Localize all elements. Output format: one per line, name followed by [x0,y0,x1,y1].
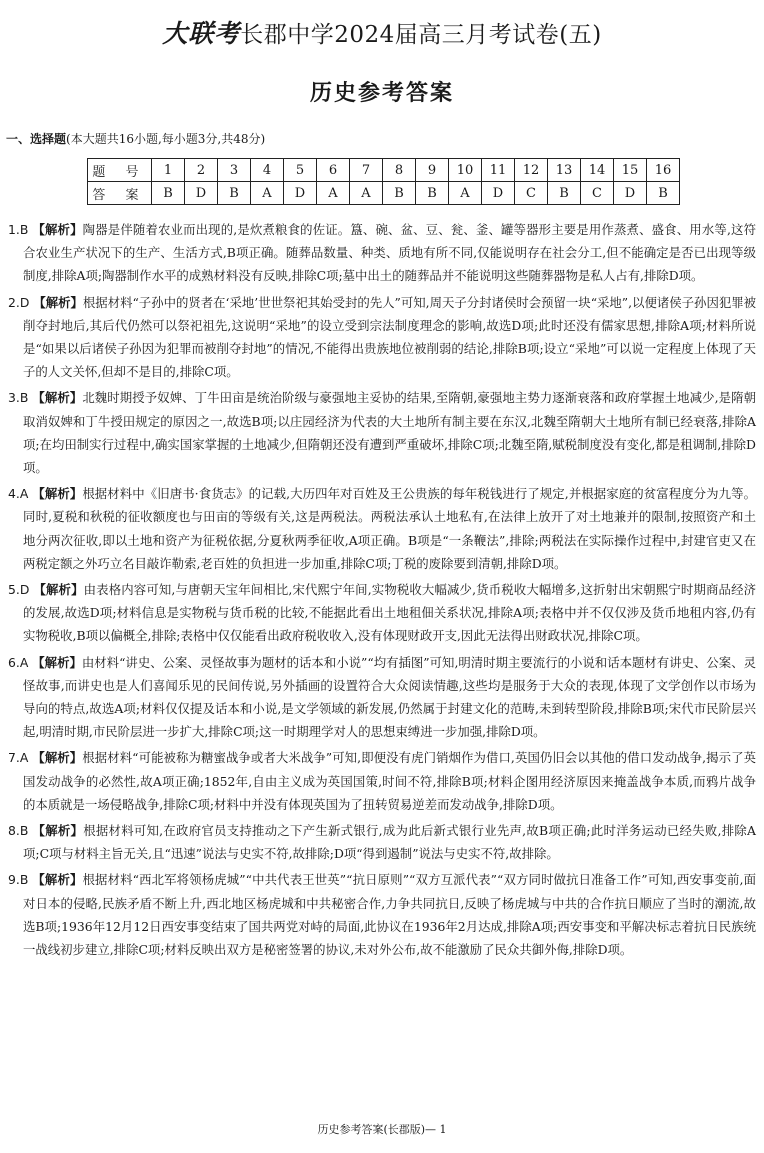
answer-cell: D [614,182,647,205]
analysis-tag: 【解析】 [32,872,83,888]
explanation-list [8,218,756,964]
answer-table-answer-row [88,182,680,205]
exam-header [0,14,764,50]
analysis-tag: 【解析】 [32,486,83,502]
question-number: 3 [218,159,251,182]
item-number: 9.B [8,872,29,888]
question-number: 11 [482,159,515,182]
answer-cell: D [482,182,515,205]
question-number: 4 [251,159,284,182]
answer-cell: D [185,182,218,205]
question-number: 5 [284,159,317,182]
item-text: 根据材料“可能被称为糖蜜战争或者大米战争”可知,即便没有虎门销烟作为借口,英国仍旧会以其他的借口发动战争,揭示了英国发动战争的必然性,故A项正确;1852年,自由主义成为英国国策,时间不符,排除B项;材料企图用经济原因来掩盖战争本质,而鸦片战争的本质就是一场侵略战争,排除C项;材料中并没有体现英国为了扭转贸易逆差而发动战争,排除D项。 [23,750,756,812]
answer-cell: B [647,182,680,205]
explanation-item [8,819,756,865]
page-footer: 历史参考答案(长郡版)— 1 [317,1123,447,1136]
row-label-answer: 答 案 [88,182,152,205]
explanation-item [8,868,756,961]
answer-cell: A [317,182,350,205]
section-heading-label: 一、选择题 [6,132,67,146]
question-number: 2 [185,159,218,182]
analysis-tag: 【解析】 [32,750,83,766]
question-number: 9 [416,159,449,182]
brand-logo-text: 大联考 [162,19,241,48]
explanation-item [8,482,756,575]
answer-cell: B [218,182,251,205]
answer-table [87,158,680,205]
explanation-item [8,218,756,288]
question-number: 8 [383,159,416,182]
item-number: 6.A [8,654,29,670]
analysis-tag: 【解析】 [33,294,83,310]
item-text: 由表格内容可知,与唐朝天宝年间相比,宋代熙宁年间,实物税收大幅减少,货币税收大幅增多,这折射出宋朝熙宁时期商品经济的发展,故选D项;材料信息是实物税与货币税的比较,不能据此看出土地租佃关系状况,排除A项;表格中并不仅仅涉及货币地租内容,仍有实物税收,B项以偏概全,排除;表格中仅仅能看出政府税收收入,没有体现财政开支,因此无法得出财政状况,排除C项。 [23,582,756,644]
question-number: 6 [317,159,350,182]
analysis-tag: 【解析】 [33,582,84,598]
row-label-number: 题 号 [88,159,152,182]
analysis-tag: 【解析】 [32,654,82,670]
item-text: 北魏时期授予奴婢、丁牛田亩是统治阶级与豪强地主妥协的结果,至隋朝,豪强地主势力逐渐衰落和政府掌握土地减少,是隋朝取消奴婢和丁牛授田规定的原因之一,故选B项;以庄园经济为代表的大土地所有制主要在东汉,北魏至隋朝大土地所有制已经衰落,排除A项;在均田制实行过程中,确实国家掌握的土地减少,但隋朝还没有遭到严重破坏,排除C项;北魏至隋,赋税制度没有变化,都是租调制,排除D项。 [23,390,756,476]
question-number: 7 [350,159,383,182]
item-number: 4.A [8,486,29,502]
answer-table-number-row [88,159,680,182]
answer-cell: B [548,182,581,205]
answer-cell: B [416,182,449,205]
analysis-tag: 【解析】 [32,823,84,839]
item-text: 根据材料“西北军将领杨虎城”“中共代表王世英”“抗日原则”“双方互派代表”“双方同时做抗日准备工作”可知,西安事变前,面对日本的侵略,民族矛盾不断上升,西北地区杨虎城和中共秘密合作,力争共同抗日,反映了杨虎城与中共的合作抗日顺应了当时的潮流,故选B项;1936年12月12日西安事变结束了国共两党对峙的局面,此协议在1936年2月达成,排除A项;西安事变和平解决标志着抗日民族统一战线初步建立,排除C项;材料反映出双方是秘密签署的协议,未对外公布,故不能激励了民众共御外侮,排除D项。 [23,872,756,958]
answer-cell: B [383,182,416,205]
item-number: 1.B [8,222,29,237]
item-text: 由材料“讲史、公案、灵怪故事为题材的话本和小说”“均有插图”可知,明清时期主要流行的小说和话本题材有讲史、公案、灵怪故事,而讲史也是人们喜闻乐见的民间传说,另外插画的设置符合大众阅读情趣,这些均是服务于大众的表现,体现了文学创作以市场为导向的特点,故选A项;材料仅仅提及话本和小说,是文学领域的新发展,仍然属于封建文化的范畴,未到转型阶段,排除B项;宋代市民阶层兴起,明清时期,市民阶层进一步扩大,排除C项;这一时期理学对人的思想束缚进一步加强,排除D项。 [23,654,756,740]
answer-cell: C [515,182,548,205]
item-number: 5.D [8,582,30,598]
subject-title: 历史参考答案 [309,81,454,106]
question-number: 15 [614,159,647,182]
item-number: 7.A [8,750,29,766]
question-number: 16 [647,159,680,182]
answer-cell: B [152,182,185,205]
item-text: 陶器是伴随着农业而出现的,是炊煮粮食的佐证。簋、碗、盆、豆、瓮、釜、罐等器形主要是用作蒸煮、盛食、用水等,这符合农业生产状况下的生产、生活方式,B项正确。随葬品数量、种类、质地有所不同,仅能说明存在社会分工,但不能确定是否已出现等级制度,排除A项;陶器制作水平的成熟材料没有反映,排除C项;墓中出土的随葬品并不能说明这些随葬器物是私人占有,排除D项。 [23,222,756,284]
analysis-tag: 【解析】 [32,390,83,406]
answer-cell: C [581,182,614,205]
explanation-item [8,386,756,479]
item-number: 2.D [8,294,30,310]
item-number: 3.B [8,390,29,406]
explanation-item [8,291,756,384]
exam-title: 长郡中学2024届高三月考试卷(五) [240,22,602,48]
question-number: 10 [449,159,482,182]
explanation-item [8,578,756,648]
answer-cell: A [449,182,482,205]
explanation-item [8,746,756,816]
item-text: 根据材料中《旧唐书·食货志》的记载,大历四年对百姓及王公贵族的每年税钱进行了规定,并根据家庭的贫富程度分为九等。同时,夏税和秋税的征收额度也与田亩的等级有关,这是两税法。两税法承认土地私有,在法律上放开了对土地兼并的限制,按照资产和土地分两次征收,即以土地和资产为征税依据,分夏秋两季征收,A项正确。B项是“一条鞭法”,排除;两税法在实际操作过程中,封建官吏又在两税定额之外巧立名目敲诈勒索,老百姓的负担进一步加重,排除C项;丁税的废除要到清朝,排除D项。 [23,486,757,571]
section-heading [6,130,265,147]
question-number: 13 [548,159,581,182]
answer-cell: D [284,182,317,205]
explanation-item [8,651,756,744]
question-number: 12 [515,159,548,182]
analysis-tag: 【解析】 [32,222,83,237]
question-number: 14 [581,159,614,182]
section-note: (本大题共16小题,每小题3分,共48分) [66,132,266,146]
item-text: 根据材料可知,在政府官员支持推动之下产生新式银行,成为此后新式银行业先声,故B项正确;此时洋务运动已经失败,排除A项;C项与材料主旨无关,且“迅速”说法与史实不符,故排除;D项“得到遏制”说法与史实不符,故排除。 [23,823,756,862]
item-number: 8.B [8,823,29,839]
question-number: 1 [152,159,185,182]
item-text: 根据材料“子孙中的贤者在‘采地’世世祭祀其始受封的先人”可知,周天子分封诸侯时会预留一块“采地”,以便诸侯子孙因犯罪被削夺封地后,其后代仍然可以祭祀祖先,这说明“采地”的设立受到宗法制度理念的影响,故选D项;此时还没有儒家思想,排除A项;材料所说是“如果以后诸侯子孙因为犯罪而被削夺封地”的情况,不能得出贵族地位被削弱的结论,排除B项;设立“采地”可以说一定程度上体现了天子的人文关怀,但却不是目的,排除C项。 [23,294,757,380]
answer-cell: A [251,182,284,205]
answer-cell: A [350,182,383,205]
